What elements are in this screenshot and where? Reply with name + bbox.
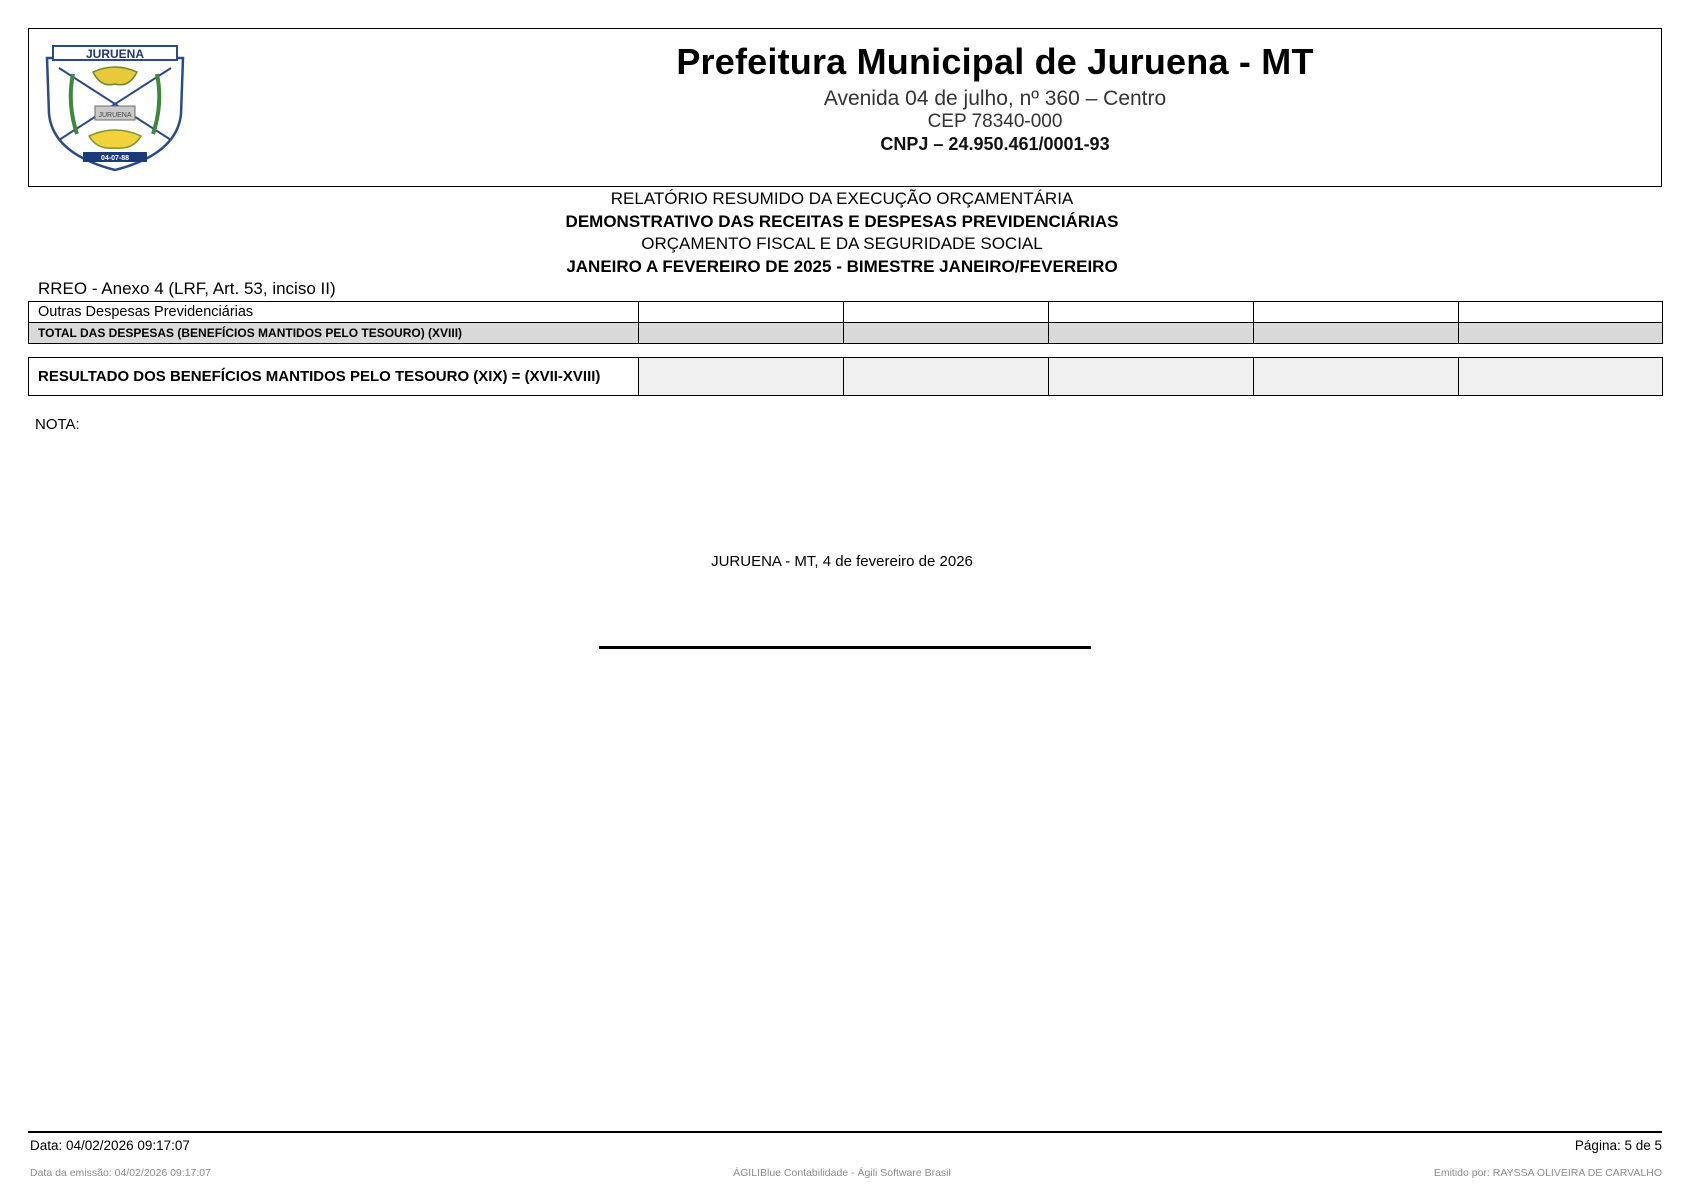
footer-page: Página: 5 de 5 bbox=[1574, 1138, 1662, 1153]
value-cell bbox=[1459, 323, 1663, 344]
place-date: JURUENA - MT, 4 de fevereiro de 2026 bbox=[711, 553, 973, 570]
signature-line bbox=[599, 646, 1091, 649]
resultado-table bbox=[28, 357, 1663, 396]
header-text bbox=[29, 39, 1661, 156]
value-cell bbox=[639, 358, 844, 396]
value-cell bbox=[1254, 323, 1459, 344]
value-cell bbox=[639, 302, 844, 323]
row-label: RESULTADO DOS BENEFÍCIOS MANTIDOS PELO TESOURO (XIX) = (XVII-XVIII) bbox=[29, 358, 639, 396]
row-label: Outras Despesas Previdenciárias bbox=[29, 302, 639, 323]
report-title-2: DEMONSTRATIVO DAS RECEITAS E DESPESAS PREVIDENCIÁRIAS bbox=[565, 211, 1119, 231]
crest-date: 04-07-88 bbox=[100, 155, 130, 162]
value-cell bbox=[1459, 358, 1663, 396]
page-title: Prefeitura Municipal de Juruena - MT bbox=[676, 41, 1314, 82]
value-cell bbox=[1254, 302, 1459, 323]
crest-label: JURUENA bbox=[85, 47, 145, 61]
header-box bbox=[28, 28, 1662, 187]
value-cell bbox=[1049, 302, 1254, 323]
table-row bbox=[29, 302, 1663, 323]
report-titles bbox=[0, 188, 1684, 278]
nota-label: NOTA: bbox=[35, 416, 80, 433]
footer-date: Data: 04/02/2026 09:17:07 bbox=[30, 1138, 190, 1153]
value-cell bbox=[1254, 358, 1459, 396]
cep: CEP 78340-000 bbox=[927, 111, 1063, 132]
footer-software: ÁGILIBlue Contabilidade - Ágili Software Brasil bbox=[733, 1167, 951, 1179]
despesas-table bbox=[28, 301, 1663, 344]
table-row-result bbox=[29, 358, 1663, 396]
footer-emission-date: Data da emissão: 04/02/2026 09:17:07 bbox=[30, 1167, 211, 1179]
value-cell bbox=[1049, 358, 1254, 396]
table-row-total bbox=[29, 323, 1663, 344]
report-title-1: RELATÓRIO RESUMIDO DA EXECUÇÃO ORÇAMENTÁRIA bbox=[610, 189, 1074, 208]
anexo-label: RREO - Anexo 4 (LRF, Art. 53, inciso II) bbox=[38, 279, 336, 298]
svg-text:JURUENA: JURUENA bbox=[98, 112, 132, 119]
report-title-3: ORÇAMENTO FISCAL E DA SEGURIDADE SOCIAL bbox=[641, 234, 1043, 253]
value-cell bbox=[844, 302, 1049, 323]
row-label: TOTAL DAS DESPESAS (BENEFÍCIOS MANTIDOS PELO TESOURO) (XVIII) bbox=[29, 323, 639, 344]
value-cell bbox=[844, 323, 1049, 344]
value-cell bbox=[639, 323, 844, 344]
value-cell bbox=[1049, 323, 1254, 344]
value-cell bbox=[1459, 302, 1663, 323]
cnpj: CNPJ – 24.950.461/0001-93 bbox=[880, 134, 1110, 154]
footer-divider bbox=[28, 1131, 1662, 1133]
value-cell bbox=[844, 358, 1049, 396]
address: Avenida 04 de julho, nº 360 – Centro bbox=[823, 87, 1167, 110]
report-title-4: JANEIRO A FEVEREIRO DE 2025 - BIMESTRE JANEIRO/FEVEREIRO bbox=[566, 256, 1118, 276]
footer-issued-by: Emitido por: RAYSSA OLIVEIRA DE CARVALHO bbox=[1433, 1167, 1662, 1179]
